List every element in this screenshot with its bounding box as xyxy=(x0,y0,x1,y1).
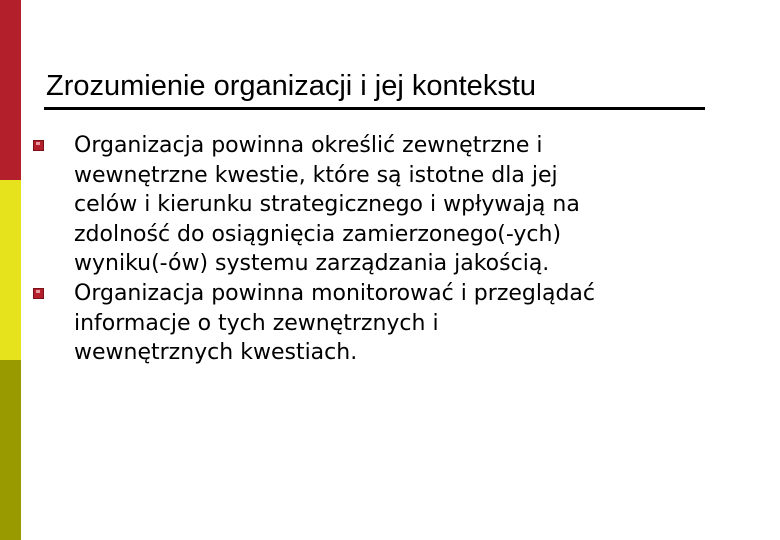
bullet-line: wyniku(-ów) systemu zarządzania jakością. xyxy=(74,251,550,277)
bullet-line: wewnętrzne kwestie, które są istotne dla jej xyxy=(74,162,558,188)
square-bullet-icon xyxy=(33,140,44,151)
bullet-line: Organizacja powinna monitorować i przeglądać xyxy=(74,280,595,306)
bullet-line: celów i kierunku strategicznego i wpływają na xyxy=(74,192,580,218)
side-bar-yellow-segment xyxy=(0,180,21,360)
title-underline xyxy=(44,107,705,110)
bullet-line: Organizacja powinna określić zewnętrzne i xyxy=(74,133,543,158)
square-bullet-icon xyxy=(33,288,44,299)
bullet-line: wewnętrznych kwestiach. xyxy=(74,340,358,366)
bullet-line: informacje o tych zewnętrznych i xyxy=(74,310,439,336)
side-bar-olive-segment xyxy=(0,360,21,540)
bullet-item xyxy=(22,131,772,279)
slide-title: Zrozumienie organizacji i jej kontekstu xyxy=(46,70,536,102)
bullet-line: zdolność do osiągnięcia zamierzonego(-ych) xyxy=(74,221,562,247)
bullet-list xyxy=(22,131,772,368)
side-bar-red-segment xyxy=(0,0,21,180)
bullet-item xyxy=(22,279,772,368)
decorative-side-bar xyxy=(0,0,21,540)
